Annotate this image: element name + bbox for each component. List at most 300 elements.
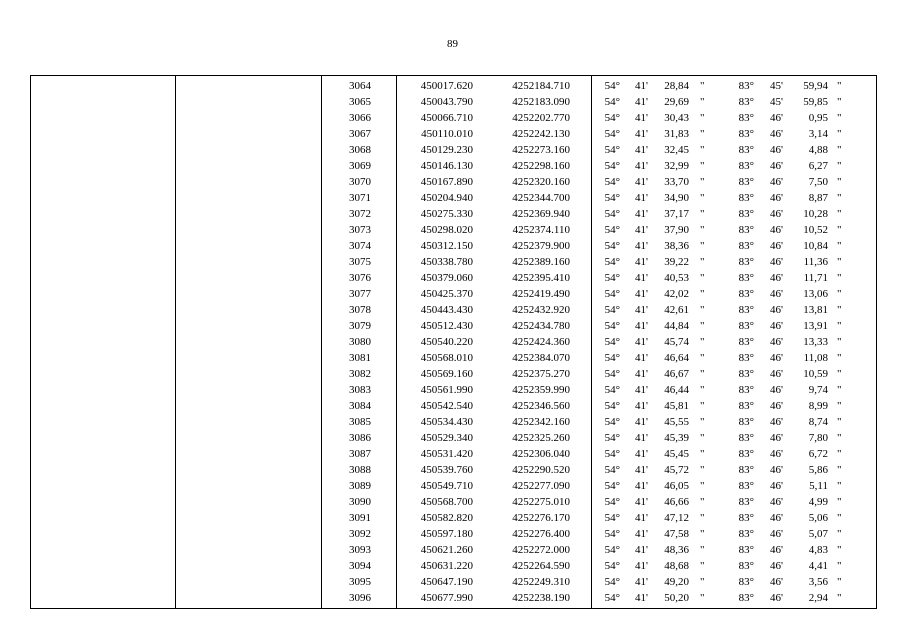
- longitude-minutes: 46': [770, 192, 783, 204]
- longitude-minutes: 46': [770, 160, 783, 172]
- x-coordinate: 450549.710: [420, 480, 473, 492]
- latitude-minutes: 41': [635, 288, 648, 300]
- y-coordinate: 4252277.090: [512, 480, 570, 492]
- longitude-minutes: 46': [770, 496, 783, 508]
- y-coordinate: 4252389.160: [512, 256, 570, 268]
- x-coordinate: 450631.220: [420, 560, 473, 572]
- latitude-minutes: 41': [635, 208, 648, 220]
- latitude-minutes: 41': [635, 464, 648, 476]
- latitude-seconds: 42,61: [664, 304, 689, 316]
- longitude-seconds-mark: ": [837, 368, 842, 380]
- x-coordinate: 450534.430: [420, 416, 473, 428]
- longitude-seconds: 10,84: [803, 240, 828, 252]
- longitude-degrees: 83°: [738, 176, 754, 188]
- longitude-degrees: 83°: [738, 560, 754, 572]
- longitude-seconds: 5,06: [808, 512, 828, 524]
- table-row: [31, 478, 876, 494]
- x-coordinate: 450542.540: [420, 400, 473, 412]
- latitude-seconds: 46,05: [664, 480, 689, 492]
- latitude-degrees: 54°: [604, 336, 620, 348]
- x-coordinate: 450582.820: [420, 512, 473, 524]
- latitude-degrees: 54°: [604, 176, 620, 188]
- table-row: [31, 542, 876, 558]
- latitude-minutes: 41': [635, 560, 648, 572]
- point-number: 3094: [349, 560, 371, 572]
- latitude-seconds: 46,64: [664, 352, 689, 364]
- latitude-seconds-mark: ": [700, 176, 705, 188]
- y-coordinate: 4252320.160: [512, 176, 570, 188]
- longitude-degrees: 83°: [738, 224, 754, 236]
- latitude-seconds-mark: ": [700, 80, 705, 92]
- y-coordinate: 4252325.260: [512, 432, 570, 444]
- longitude-seconds-mark: ": [837, 128, 842, 140]
- x-coordinate: 450167.890: [420, 176, 473, 188]
- latitude-degrees: 54°: [604, 400, 620, 412]
- latitude-seconds: 50,20: [664, 592, 689, 604]
- latitude-degrees: 54°: [604, 368, 620, 380]
- longitude-seconds-mark: ": [837, 208, 842, 220]
- latitude-minutes: 41': [635, 224, 648, 236]
- latitude-degrees: 54°: [604, 560, 620, 572]
- point-number: 3075: [349, 256, 371, 268]
- point-number: 3080: [349, 336, 371, 348]
- latitude-minutes: 41': [635, 480, 648, 492]
- latitude-seconds: 46,66: [664, 496, 689, 508]
- point-number: 3066: [349, 112, 371, 124]
- latitude-minutes: 41': [635, 80, 648, 92]
- table-row: [31, 462, 876, 478]
- longitude-minutes: 46': [770, 320, 783, 332]
- latitude-minutes: 41': [635, 304, 648, 316]
- latitude-seconds: 47,12: [664, 512, 689, 524]
- longitude-seconds-mark: ": [837, 544, 842, 556]
- longitude-seconds-mark: ": [837, 80, 842, 92]
- latitude-minutes: 41': [635, 368, 648, 380]
- longitude-seconds-mark: ": [837, 432, 842, 444]
- longitude-seconds: 4,83: [808, 544, 828, 556]
- latitude-seconds-mark: ": [700, 240, 705, 252]
- table-row: [31, 574, 876, 590]
- latitude-minutes: 41': [635, 400, 648, 412]
- y-coordinate: 4252276.400: [512, 528, 570, 540]
- x-coordinate: 450677.990: [420, 592, 473, 604]
- latitude-degrees: 54°: [604, 416, 620, 428]
- latitude-seconds-mark: ": [700, 368, 705, 380]
- longitude-degrees: 83°: [738, 368, 754, 380]
- table-row: [31, 398, 876, 414]
- latitude-seconds: 48,36: [664, 544, 689, 556]
- longitude-minutes: 46': [770, 272, 783, 284]
- longitude-seconds-mark: ": [837, 176, 842, 188]
- point-number: 3069: [349, 160, 371, 172]
- latitude-minutes: 41': [635, 320, 648, 332]
- longitude-seconds: 13,33: [803, 336, 828, 348]
- latitude-seconds: 31,83: [664, 128, 689, 140]
- latitude-seconds: 37,17: [664, 208, 689, 220]
- point-number: 3072: [349, 208, 371, 220]
- latitude-degrees: 54°: [604, 480, 620, 492]
- longitude-seconds: 11,08: [803, 352, 828, 364]
- longitude-minutes: 46': [770, 304, 783, 316]
- longitude-minutes: 46': [770, 448, 783, 460]
- longitude-degrees: 83°: [738, 416, 754, 428]
- longitude-minutes: 46': [770, 464, 783, 476]
- latitude-seconds-mark: ": [700, 576, 705, 588]
- longitude-seconds: 4,88: [808, 144, 828, 156]
- latitude-degrees: 54°: [604, 432, 620, 444]
- table-row: [31, 494, 876, 510]
- latitude-seconds: 44,84: [664, 320, 689, 332]
- point-number: 3081: [349, 352, 371, 364]
- point-number: 3073: [349, 224, 371, 236]
- longitude-minutes: 46': [770, 240, 783, 252]
- table-row: [31, 446, 876, 462]
- table-row: [31, 334, 876, 350]
- latitude-seconds-mark: ": [700, 560, 705, 572]
- latitude-degrees: 54°: [604, 256, 620, 268]
- longitude-seconds-mark: ": [837, 256, 842, 268]
- y-coordinate: 4252384.070: [512, 352, 570, 364]
- latitude-degrees: 54°: [604, 224, 620, 236]
- latitude-minutes: 41': [635, 352, 648, 364]
- longitude-minutes: 46': [770, 112, 783, 124]
- latitude-seconds: 45,55: [664, 416, 689, 428]
- longitude-degrees: 83°: [738, 432, 754, 444]
- point-number: 3091: [349, 512, 371, 524]
- longitude-seconds-mark: ": [837, 416, 842, 428]
- longitude-minutes: 46': [770, 144, 783, 156]
- longitude-seconds: 4,99: [808, 496, 828, 508]
- latitude-seconds-mark: ": [700, 256, 705, 268]
- latitude-minutes: 41': [635, 448, 648, 460]
- table-row: [31, 126, 876, 142]
- longitude-minutes: 45': [770, 80, 783, 92]
- y-coordinate: 4252424.360: [512, 336, 570, 348]
- latitude-seconds-mark: ": [700, 432, 705, 444]
- longitude-degrees: 83°: [738, 336, 754, 348]
- latitude-degrees: 54°: [604, 96, 620, 108]
- x-coordinate: 450443.430: [420, 304, 473, 316]
- longitude-degrees: 83°: [738, 480, 754, 492]
- longitude-seconds-mark: ": [837, 192, 842, 204]
- latitude-seconds: 46,67: [664, 368, 689, 380]
- longitude-seconds-mark: ": [837, 528, 842, 540]
- latitude-minutes: 41': [635, 96, 648, 108]
- y-coordinate: 4252273.160: [512, 144, 570, 156]
- point-number: 3079: [349, 320, 371, 332]
- latitude-degrees: 54°: [604, 576, 620, 588]
- longitude-seconds: 8,87: [808, 192, 828, 204]
- longitude-seconds: 5,07: [808, 528, 828, 540]
- longitude-seconds: 13,91: [803, 320, 828, 332]
- latitude-minutes: 41': [635, 384, 648, 396]
- y-coordinate: 4252434.780: [512, 320, 570, 332]
- point-number: 3083: [349, 384, 371, 396]
- longitude-minutes: 46': [770, 368, 783, 380]
- latitude-degrees: 54°: [604, 272, 620, 284]
- latitude-minutes: 41': [635, 496, 648, 508]
- latitude-degrees: 54°: [604, 160, 620, 172]
- longitude-seconds: 7,80: [808, 432, 828, 444]
- y-coordinate: 4252242.130: [512, 128, 570, 140]
- longitude-degrees: 83°: [738, 496, 754, 508]
- x-coordinate: 450568.700: [420, 496, 473, 508]
- longitude-degrees: 83°: [738, 96, 754, 108]
- x-coordinate: 450066.710: [420, 112, 473, 124]
- latitude-degrees: 54°: [604, 192, 620, 204]
- latitude-seconds-mark: ": [700, 384, 705, 396]
- longitude-seconds-mark: ": [837, 480, 842, 492]
- latitude-seconds: 48,68: [664, 560, 689, 572]
- point-number: 3090: [349, 496, 371, 508]
- latitude-minutes: 41': [635, 432, 648, 444]
- point-number: 3095: [349, 576, 371, 588]
- point-number: 3085: [349, 416, 371, 428]
- longitude-seconds: 11,71: [803, 272, 828, 284]
- point-number: 3076: [349, 272, 371, 284]
- y-coordinate: 4252290.520: [512, 464, 570, 476]
- x-coordinate: 450204.940: [420, 192, 473, 204]
- latitude-seconds: 45,39: [664, 432, 689, 444]
- longitude-degrees: 83°: [738, 352, 754, 364]
- latitude-minutes: 41': [635, 512, 648, 524]
- x-coordinate: 450425.370: [420, 288, 473, 300]
- longitude-minutes: 46': [770, 512, 783, 524]
- page-number: 89: [447, 38, 458, 50]
- y-coordinate: 4252202.770: [512, 112, 570, 124]
- longitude-seconds-mark: ": [837, 352, 842, 364]
- point-number: 3067: [349, 128, 371, 140]
- table-body: [31, 78, 876, 606]
- longitude-seconds: 7,50: [808, 176, 828, 188]
- latitude-seconds-mark: ": [700, 128, 705, 140]
- longitude-minutes: 46': [770, 288, 783, 300]
- latitude-degrees: 54°: [604, 544, 620, 556]
- table-row: [31, 382, 876, 398]
- latitude-minutes: 41': [635, 112, 648, 124]
- y-coordinate: 4252419.490: [512, 288, 570, 300]
- table-row: [31, 158, 876, 174]
- table-row: [31, 302, 876, 318]
- longitude-minutes: 46': [770, 352, 783, 364]
- longitude-seconds-mark: ": [837, 384, 842, 396]
- longitude-minutes: 46': [770, 128, 783, 140]
- point-number: 3088: [349, 464, 371, 476]
- x-coordinate: 450647.190: [420, 576, 473, 588]
- latitude-seconds-mark: ": [700, 528, 705, 540]
- latitude-degrees: 54°: [604, 528, 620, 540]
- y-coordinate: 4252264.590: [512, 560, 570, 572]
- latitude-seconds-mark: ": [700, 144, 705, 156]
- latitude-seconds-mark: ": [700, 544, 705, 556]
- longitude-minutes: 46': [770, 592, 783, 604]
- x-coordinate: 450529.340: [420, 432, 473, 444]
- longitude-minutes: 46': [770, 416, 783, 428]
- longitude-minutes: 46': [770, 560, 783, 572]
- longitude-seconds: 10,59: [803, 368, 828, 380]
- longitude-seconds-mark: ": [837, 576, 842, 588]
- latitude-degrees: 54°: [604, 352, 620, 364]
- longitude-degrees: 83°: [738, 512, 754, 524]
- longitude-minutes: 46': [770, 384, 783, 396]
- longitude-seconds-mark: ": [837, 400, 842, 412]
- longitude-degrees: 83°: [738, 80, 754, 92]
- latitude-seconds-mark: ": [700, 416, 705, 428]
- point-number: 3092: [349, 528, 371, 540]
- latitude-seconds-mark: ": [700, 400, 705, 412]
- latitude-seconds: 34,90: [664, 192, 689, 204]
- latitude-degrees: 54°: [604, 448, 620, 460]
- table-row: [31, 78, 876, 94]
- longitude-minutes: 46': [770, 400, 783, 412]
- longitude-minutes: 45': [770, 96, 783, 108]
- table-row: [31, 510, 876, 526]
- table-row: [31, 430, 876, 446]
- longitude-seconds-mark: ": [837, 112, 842, 124]
- longitude-seconds-mark: ": [837, 512, 842, 524]
- x-coordinate: 450379.060: [420, 272, 473, 284]
- x-coordinate: 450531.420: [420, 448, 473, 460]
- latitude-minutes: 41': [635, 160, 648, 172]
- point-number: 3086: [349, 432, 371, 444]
- latitude-seconds: 45,45: [664, 448, 689, 460]
- longitude-minutes: 46': [770, 544, 783, 556]
- latitude-seconds-mark: ": [700, 480, 705, 492]
- longitude-degrees: 83°: [738, 592, 754, 604]
- latitude-seconds: 46,44: [664, 384, 689, 396]
- x-coordinate: 450569.160: [420, 368, 473, 380]
- latitude-seconds: 32,45: [664, 144, 689, 156]
- point-number: 3070: [349, 176, 371, 188]
- latitude-seconds: 30,43: [664, 112, 689, 124]
- latitude-minutes: 41': [635, 176, 648, 188]
- y-coordinate: 4252342.160: [512, 416, 570, 428]
- longitude-minutes: 46': [770, 336, 783, 348]
- longitude-minutes: 46': [770, 208, 783, 220]
- x-coordinate: 450110.010: [421, 128, 473, 140]
- y-coordinate: 4252432.920: [512, 304, 570, 316]
- latitude-minutes: 41': [635, 576, 648, 588]
- coordinates-table: [30, 75, 877, 609]
- point-number: 3084: [349, 400, 371, 412]
- latitude-seconds: 45,72: [664, 464, 689, 476]
- longitude-degrees: 83°: [738, 160, 754, 172]
- x-coordinate: 450568.010: [420, 352, 473, 364]
- latitude-degrees: 54°: [604, 464, 620, 476]
- y-coordinate: 4252306.040: [512, 448, 570, 460]
- longitude-degrees: 83°: [738, 208, 754, 220]
- latitude-minutes: 41': [635, 144, 648, 156]
- latitude-degrees: 54°: [604, 144, 620, 156]
- longitude-degrees: 83°: [738, 256, 754, 268]
- y-coordinate: 4252183.090: [512, 96, 570, 108]
- table-row: [31, 238, 876, 254]
- latitude-seconds: 28,84: [664, 80, 689, 92]
- longitude-minutes: 46': [770, 576, 783, 588]
- x-coordinate: 450043.790: [420, 96, 473, 108]
- x-coordinate: 450512.430: [420, 320, 473, 332]
- table-row: [31, 254, 876, 270]
- point-number: 3071: [349, 192, 371, 204]
- y-coordinate: 4252369.940: [512, 208, 570, 220]
- y-coordinate: 4252374.110: [512, 224, 570, 236]
- longitude-degrees: 83°: [738, 544, 754, 556]
- y-coordinate: 4252379.900: [512, 240, 570, 252]
- latitude-degrees: 54°: [604, 112, 620, 124]
- latitude-degrees: 54°: [604, 208, 620, 220]
- latitude-seconds: 40,53: [664, 272, 689, 284]
- longitude-seconds: 13,81: [803, 304, 828, 316]
- latitude-seconds-mark: ": [700, 288, 705, 300]
- table-row: [31, 174, 876, 190]
- longitude-seconds: 3,14: [808, 128, 828, 140]
- latitude-degrees: 54°: [604, 592, 620, 604]
- longitude-degrees: 83°: [738, 528, 754, 540]
- table-row: [31, 526, 876, 542]
- latitude-seconds-mark: ": [700, 512, 705, 524]
- point-number: 3077: [349, 288, 371, 300]
- longitude-seconds: 5,11: [809, 480, 828, 492]
- latitude-seconds: 33,70: [664, 176, 689, 188]
- latitude-degrees: 54°: [604, 240, 620, 252]
- latitude-seconds-mark: ": [700, 192, 705, 204]
- x-coordinate: 450312.150: [420, 240, 473, 252]
- longitude-degrees: 83°: [738, 240, 754, 252]
- longitude-degrees: 83°: [738, 576, 754, 588]
- longitude-seconds: 3,56: [808, 576, 828, 588]
- latitude-minutes: 41': [635, 336, 648, 348]
- longitude-degrees: 83°: [738, 192, 754, 204]
- longitude-minutes: 46': [770, 432, 783, 444]
- longitude-seconds-mark: ": [837, 160, 842, 172]
- table-row: [31, 318, 876, 334]
- latitude-seconds: 49,20: [664, 576, 689, 588]
- point-number: 3096: [349, 592, 371, 604]
- latitude-seconds-mark: ": [700, 272, 705, 284]
- longitude-seconds-mark: ": [837, 144, 842, 156]
- longitude-minutes: 46': [770, 256, 783, 268]
- table-row: [31, 222, 876, 238]
- longitude-seconds: 6,72: [808, 448, 828, 460]
- x-coordinate: 450597.180: [420, 528, 473, 540]
- table-row: [31, 366, 876, 382]
- latitude-seconds: 45,81: [664, 400, 689, 412]
- latitude-degrees: 54°: [604, 304, 620, 316]
- longitude-minutes: 46': [770, 528, 783, 540]
- latitude-seconds: 47,58: [664, 528, 689, 540]
- longitude-seconds-mark: ": [837, 560, 842, 572]
- longitude-seconds: 5,86: [808, 464, 828, 476]
- table-row: [31, 414, 876, 430]
- y-coordinate: 4252395.410: [512, 272, 570, 284]
- table-row: [31, 558, 876, 574]
- latitude-seconds-mark: ": [700, 96, 705, 108]
- y-coordinate: 4252276.170: [512, 512, 570, 524]
- longitude-seconds-mark: ": [837, 592, 842, 604]
- point-number: 3089: [349, 480, 371, 492]
- latitude-seconds-mark: ": [700, 112, 705, 124]
- point-number: 3078: [349, 304, 371, 316]
- longitude-seconds-mark: ": [837, 448, 842, 460]
- latitude-minutes: 41': [635, 240, 648, 252]
- latitude-seconds-mark: ": [700, 320, 705, 332]
- latitude-seconds: 37,90: [664, 224, 689, 236]
- y-coordinate: 4252298.160: [512, 160, 570, 172]
- longitude-seconds-mark: ": [837, 320, 842, 332]
- y-coordinate: 4252346.560: [512, 400, 570, 412]
- longitude-seconds: 59,94: [803, 80, 828, 92]
- latitude-degrees: 54°: [604, 128, 620, 140]
